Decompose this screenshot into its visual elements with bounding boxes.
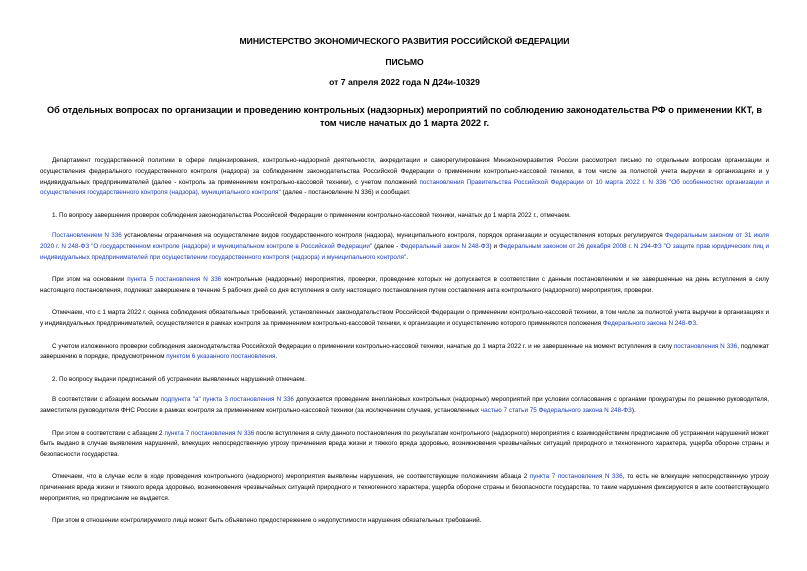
paragraph-text: ) и xyxy=(489,243,500,251)
paragraph-text: . xyxy=(275,353,278,361)
document-type: ПИСЬМО xyxy=(385,57,424,67)
link-federal-law-248-short[interactable]: Федерального закона N 248-ФЗ xyxy=(602,320,697,328)
link-federal-law-248-short[interactable]: Федеральный закон N 248-ФЗ xyxy=(400,243,490,251)
paragraph-text: , подлежат завершению в порядке, предусмотренном xyxy=(40,342,770,361)
link-federal-law-294[interactable]: Федеральным законом от 26 декабря 2008 г. N 294-ФЗ "О защите прав юридических лиц и индивидуальных предпринимателей при осуществлении государственного контроля (надзора) и муниципального контроля" xyxy=(40,243,769,262)
document-date-number: от 7 апреля 2022 года N Д24и-10329 xyxy=(329,77,480,87)
paragraph-text: (далее - xyxy=(372,243,401,251)
link-subpoint-a-point-3[interactable]: подпункта "а" пункта 3 постановления N 336 xyxy=(160,396,294,404)
paragraph-section-2 xyxy=(40,375,769,386)
paragraph-text: При этом в соответствии с абзацем 2 xyxy=(52,429,165,437)
paragraph-text: 1. По вопросу завершения проверок соблюдения законодательства Российской Федерации о применении контрольно-кассовой техники, начатых до 1 марта 2022 г., отмечаем. xyxy=(52,211,571,219)
paragraph-unplanned xyxy=(40,395,769,417)
paragraph-orders xyxy=(40,429,769,461)
paragraph-text: установлены ограничения на осуществление видов государственного контроля (надзора), муниципального контроля, порядок организации и осуществления которых регулируется xyxy=(121,232,666,240)
link-postanovleniem-336[interactable]: Постановлением N 336 xyxy=(52,232,122,240)
paragraph-text: При этом на основании xyxy=(52,276,128,284)
paragraph-text: . xyxy=(696,320,698,328)
paragraph-restrictions xyxy=(40,231,769,263)
paragraph-text: (далее - постановление N 336) и сообщает. xyxy=(280,189,411,197)
paragraph-completion xyxy=(40,275,769,297)
paragraph-text: Отмечаем, что с 1 марта 2022 г. оценка соблюдения обязательных требований, установленных законодательством Российской Федерации о применении контрольно-кассовой техники, в том числе за полнотой учета выручки в организациях и у индивидуальных предпринимателей, осуществляется в рамках контроля за применением контрольно-кассовой техники, к организации и осуществлению которого применяются положения xyxy=(40,309,769,328)
paragraph-violations xyxy=(40,472,769,504)
link-point-7[interactable]: пункта 7 постановления N 336 xyxy=(529,473,623,481)
paragraph-text: допускается проведение внеплановых контрольных (надзорных) мероприятий при условии согласования с органами прокуратуры по решению руководителя, заместителя руководителя ФНС России в рамках контроля за применением контрольно-кассовой техники (за исключением случаев, установленных xyxy=(40,396,770,415)
link-point-7[interactable]: пункта 7 постановления N 336 xyxy=(164,429,255,437)
paragraph-section-1 xyxy=(40,211,769,222)
paragraph-text: В соответствии с абзацем восьмым xyxy=(52,396,161,404)
document-title: Об отдельных вопросах по организации и проведению контрольных (надзорных) мероприятий по соблюдению законодательства РФ о применении ККТ, в том числе начатых до 1 марта 2022 г. xyxy=(46,105,763,128)
link-point-5[interactable]: пункта 5 постановления N 336 xyxy=(127,276,222,284)
paragraph-text: 2. По вопросу выдачи предписаний об устранении выявленных нарушений отмечаем. xyxy=(52,375,306,383)
paragraph-text: С учетом изложенного проверки соблюдения законодательства Российской Федерации о применении контрольно-кассовой техники, начатые до 1 марта 2022 г. и не завершенные на момент вступления в силу xyxy=(52,342,674,350)
link-federal-law-248[interactable]: Федеральным законом от 31 июля 2020 г. N 248-ФЗ "О государственном контроле (надзоре) и муниципальном контроле в Российской Федерации" xyxy=(40,232,769,251)
link-postanovlenie-336-short[interactable]: постановления N 336 xyxy=(673,342,738,350)
link-article-75-part-7[interactable]: частью 7 статьи 75 Федерального закона N 248-ФЗ xyxy=(480,407,632,415)
paragraph-text: Отмечаем, что в случае если в ходе проведения контрольного (надзорного) мероприятия выявлены нарушения, не соответствующие положениям абзаца 2 xyxy=(52,473,530,481)
paragraph-text: При этом в отношении контролируемого лица может быть объявлено предостережение о недопустимости нарушения обязательных требований. xyxy=(52,517,482,525)
paragraph-intro xyxy=(40,156,769,199)
paragraph-warning xyxy=(40,516,769,527)
link-postanovlenie-336[interactable]: постановления Правительства Российской Федерации от 10 марта 2022 г. N 336 "Об особенностях организации и осуществления государственного контроля (надзора), муниципального контроля" xyxy=(40,178,769,197)
link-point-6[interactable]: пунктом 6 указанного постановления xyxy=(166,353,276,361)
paragraph-assessment xyxy=(40,308,769,330)
paragraph-text: контрольные (надзорные) мероприятия, проверки, проведение которых не допускается в соответствии с данным постановлением и не завершенные на день вступления в силу настоящего постановления, подлежат завершение в течение 5 рабочих дней со дня вступления в силу настоящего постановления путем составления акта контрольного (надзорного) мероприятия, проверки. xyxy=(40,276,769,295)
paragraph-text: после вступления в силу данного постановления по результатам контрольного (надзорного) мероприятия с взаимодействием предписание об устранении нарушений может быть выдано в случае выявления нарушений, влекущих непосредственную угрозу причинения вреда жизни и тяжкого вреда здоровью, возникновения чрезвычайных ситуаций природного и техногенного характера, ущерба обороне страны и безопасности государства. xyxy=(40,429,769,459)
organization-name: МИНИСТЕРСТВО ЭКОНОМИЧЕСКОГО РАЗВИТИЯ РОССИЙСКОЙ ФЕДЕРАЦИИ xyxy=(239,36,570,46)
paragraph-text: Департамент государственной политики в сфере лицензирования, контрольно-надзорной деятельности, аккредитации и саморегулирования Минэкономразвития России рассмотрел письмо по отдельным вопросам организации и осуществления федерального государственного контроля (надзора) за соблюдением законодательства Российской Федерации о применении контрольно-кассовой техники, в том числе за полнотой учета выручки в организациях и у индивидуальных предпринимателей (далее - контроль за применением контрольно-кассовой техники), с учетом положений xyxy=(40,157,769,186)
paragraph-conclusion xyxy=(40,342,769,364)
paragraph-text: , то есть не влекущие непосредственную угрозу причинения вреда жизни и тяжкого вреда здоровью, возникновения чрезвычайных ситуаций природного и техногенного характера, ущерба обороне страны и безопасности государства, то такие нарушения фиксируются в акте соответствующего мероприятия, но предписание не выдается. xyxy=(40,473,769,503)
paragraph-text: ). xyxy=(631,407,636,415)
paragraph-text: . xyxy=(406,254,408,262)
